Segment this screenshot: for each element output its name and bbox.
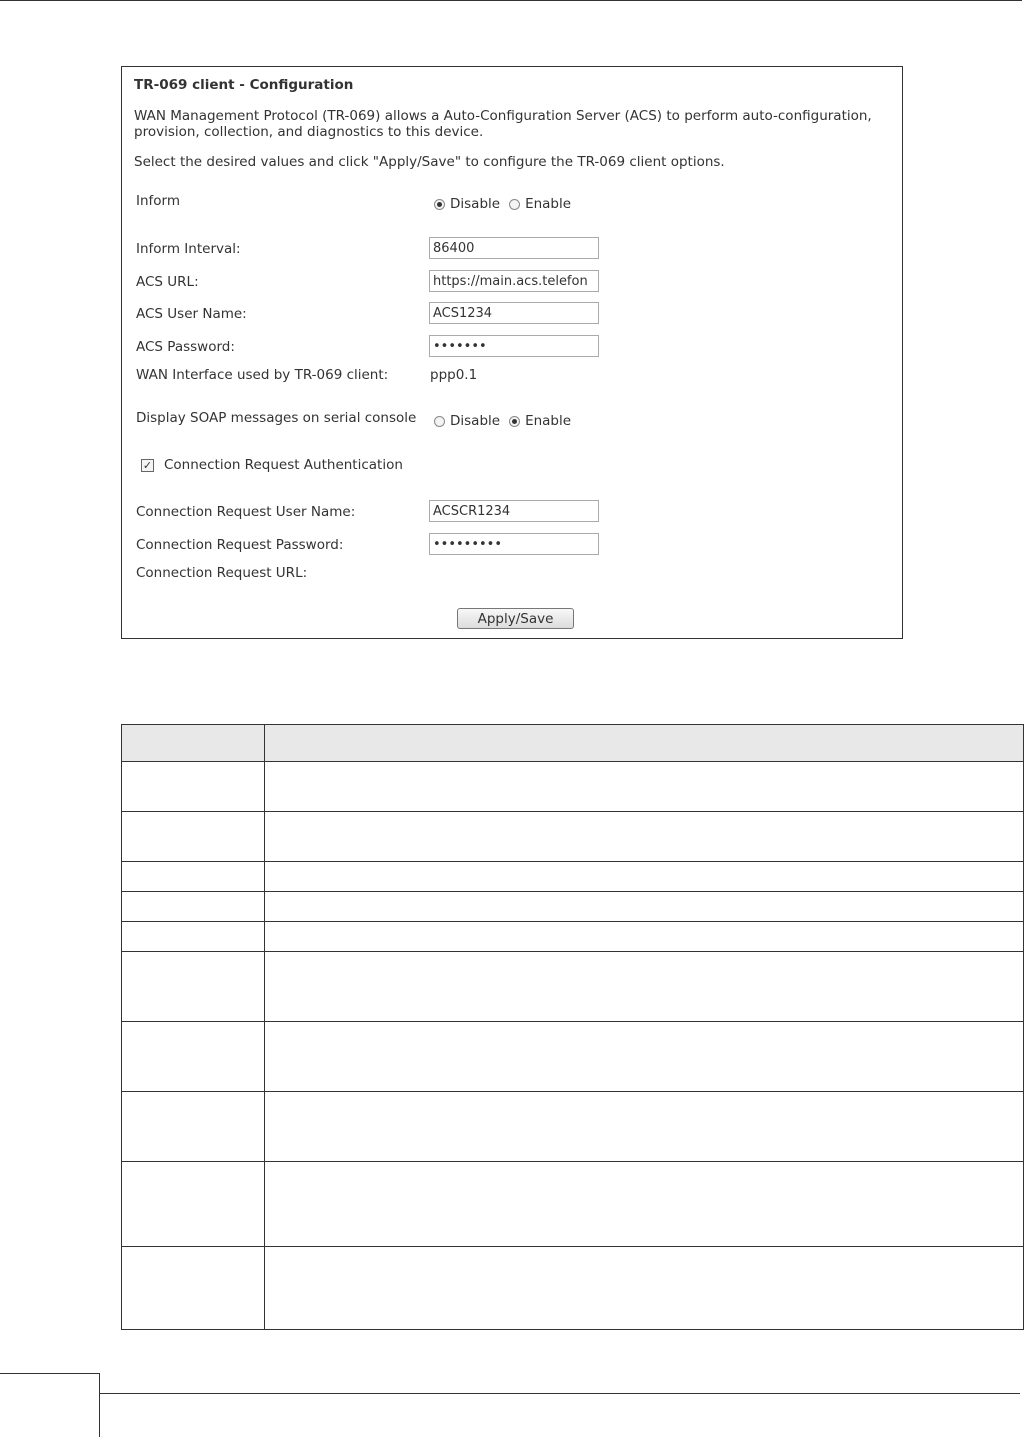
table-row: [122, 1022, 1024, 1092]
table-row: [122, 1092, 1024, 1162]
soap-enable-radio[interactable]: [509, 416, 520, 427]
panel-title: TR-069 client - Configuration: [134, 77, 354, 93]
panel-instruction-text: Select the desired values and click "Apply/Save" to configure the TR-069 client options.: [134, 154, 725, 170]
footer-rule: [100, 1393, 1020, 1394]
wan-interface-label: WAN Interface used by TR-069 client:: [136, 367, 389, 383]
table-row: [122, 812, 1024, 862]
inform-disable-radio[interactable]: [434, 199, 445, 210]
table-row: [122, 922, 1024, 952]
table-cell: [265, 1247, 1024, 1330]
soap-label: Display SOAP messages on serial console: [136, 410, 417, 426]
inform-disable-label: Disable: [450, 196, 501, 212]
conn-req-password-label: Connection Request Password:: [136, 537, 344, 553]
acs-user-name-label: ACS User Name:: [136, 306, 247, 322]
wan-interface-value: ppp0.1: [430, 367, 478, 383]
table-row: [122, 762, 1024, 812]
table-header-row: [122, 725, 1024, 762]
page-top-rule: [0, 0, 1022, 1]
table-cell: [122, 762, 265, 812]
conn-req-auth-label: Connection Request Authentication: [164, 457, 403, 473]
tr069-config-panel: [121, 66, 903, 639]
table-cell: [265, 952, 1024, 1022]
table-cell: [122, 862, 265, 892]
table-cell: [265, 812, 1024, 862]
table-header-cell: [122, 725, 265, 762]
table-cell: [265, 1162, 1024, 1247]
table-cell: [265, 922, 1024, 952]
conn-req-url-label: Connection Request URL:: [136, 565, 308, 581]
acs-password-input[interactable]: [429, 335, 599, 357]
page-number-box: [0, 1373, 100, 1437]
soap-disable-radio[interactable]: [434, 416, 445, 427]
table-cell: [122, 812, 265, 862]
conn-req-user-input[interactable]: [429, 500, 599, 522]
acs-url-input[interactable]: [429, 270, 599, 292]
table-header-cell: [265, 725, 1024, 762]
table-cell: [122, 922, 265, 952]
acs-user-name-input[interactable]: [429, 302, 599, 324]
inform-enable-label: Enable: [525, 196, 572, 212]
acs-password-label: ACS Password:: [136, 339, 235, 355]
conn-req-user-label: Connection Request User Name:: [136, 504, 356, 520]
acs-url-label: ACS URL:: [136, 274, 199, 290]
table-cell: [122, 892, 265, 922]
table-cell: [122, 952, 265, 1022]
conn-req-password-input[interactable]: [429, 533, 599, 555]
table-row: [122, 1162, 1024, 1247]
conn-req-auth-row: [141, 457, 403, 473]
table-row: [122, 952, 1024, 1022]
inform-interval-input[interactable]: [429, 237, 599, 259]
apply-save-button[interactable]: Apply/Save: [457, 608, 574, 629]
inform-enable-radio[interactable]: [509, 199, 520, 210]
table-row: [122, 1247, 1024, 1330]
description-table: [121, 724, 1024, 1330]
soap-radio-group: [434, 413, 580, 429]
table-cell: [265, 1022, 1024, 1092]
inform-interval-label: Inform Interval:: [136, 241, 241, 257]
inform-radio-group: [434, 196, 580, 212]
soap-enable-label: Enable: [525, 413, 572, 429]
conn-req-auth-checkbox[interactable]: ✓: [142, 458, 153, 472]
table-cell: [122, 1162, 265, 1247]
table-cell: [265, 892, 1024, 922]
soap-disable-label: Disable: [450, 413, 501, 429]
panel-intro-text: WAN Management Protocol (TR-069) allows a Auto-Configuration Server (ACS) to perform auto-configuration, provision, collection, and diagnostics to this device.: [134, 108, 872, 140]
table-row: [122, 892, 1024, 922]
table-cell: [122, 1022, 265, 1092]
table-cell: [265, 1092, 1024, 1162]
table-cell: [265, 862, 1024, 892]
table-cell: [265, 762, 1024, 812]
table-cell: [122, 1092, 265, 1162]
table-row: [122, 862, 1024, 892]
inform-label: Inform: [136, 193, 181, 209]
table-cell: [122, 1247, 265, 1330]
